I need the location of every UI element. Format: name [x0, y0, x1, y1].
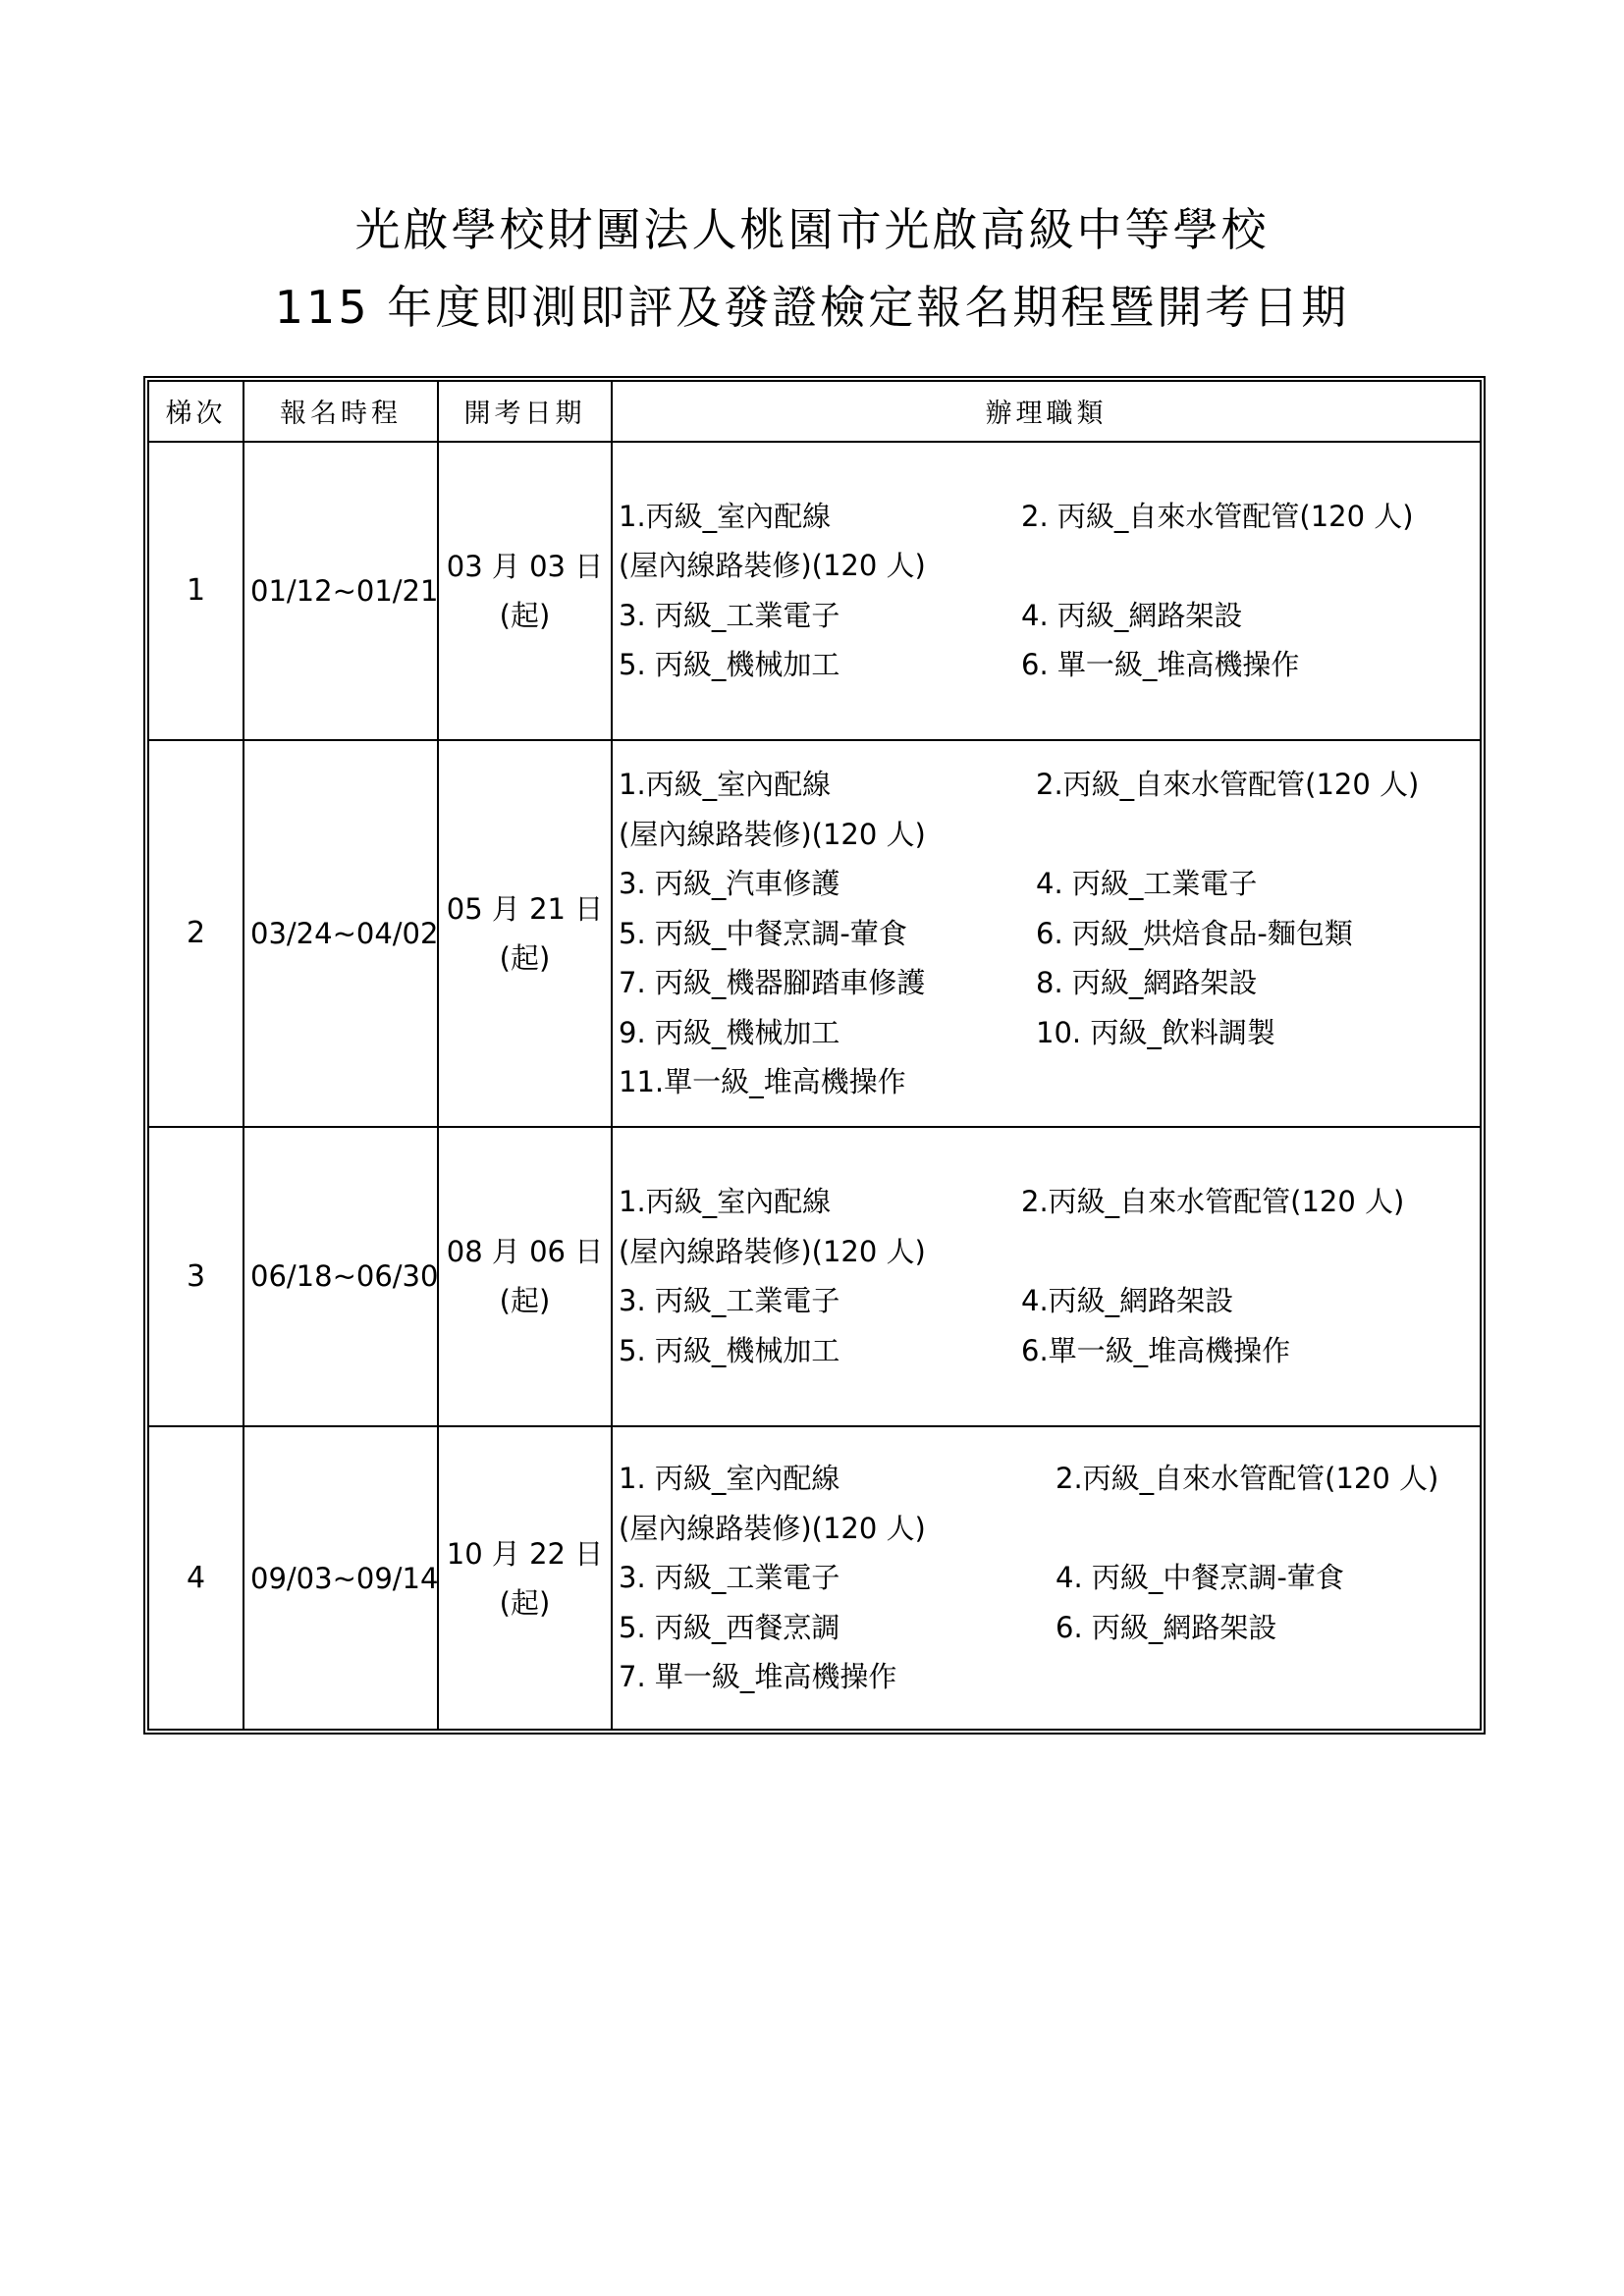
trade-item: 2.丙級_自來水管配管(120 人) [1021, 1185, 1405, 1219]
trades-cell [612, 1426, 1480, 1729]
trade-item: 4.丙級_網路架設 [1021, 1284, 1234, 1318]
trade-item: 4. 丙級_工業電子 [1036, 867, 1258, 901]
exam-date: 05 月 21 日 [446, 891, 604, 926]
trade-item: 1. 丙級_室內配線 [619, 1462, 840, 1496]
schedule-table-frame [143, 376, 1486, 1735]
exam-date-note: (起) [499, 1284, 551, 1318]
document-title: 光啟學校財團法人桃園市光啟高級中等學校 [354, 203, 1270, 256]
trade-item: 9. 丙級_機械加工 [619, 1015, 840, 1049]
exam-date-cell [438, 1426, 612, 1729]
trade-item: 6. 丙級_烘焙食品-麵包類 [1036, 916, 1353, 950]
trade-item: 1.丙級_室內配線 [619, 1185, 832, 1219]
trade-item: 4. 丙級_中餐烹調-葷食 [1056, 1561, 1344, 1595]
trade-item: (屋內線路裝修)(120 人) [619, 817, 926, 851]
trades-list [619, 492, 1480, 690]
table-header-row [149, 382, 1480, 442]
header-batch: 梯次 [149, 382, 244, 442]
trade-item: 1.丙級_室內配線 [619, 768, 832, 802]
exam-date: 03 月 03 日 [446, 549, 604, 583]
trade-item: 2.丙級_自來水管配管(120 人) [1036, 768, 1420, 802]
exam-date: 08 月 06 日 [446, 1235, 604, 1269]
header-exam-date: 開考日期 [438, 382, 612, 442]
document-subtitle: 115 年度即測即評及發證檢定報名期程暨開考日期 [274, 281, 1350, 334]
trade-item: 4. 丙級_網路架設 [1021, 598, 1243, 632]
exam-date-cell [438, 1127, 612, 1427]
trade-item: 11.單一級_堆高機操作 [619, 1065, 906, 1099]
registration-cell: 09/03~09/14 [244, 1426, 438, 1729]
exam-date-note: (起) [499, 940, 551, 975]
trades-list [619, 1454, 1480, 1702]
table-row [149, 740, 1480, 1126]
trade-item: 6. 丙級_網路架設 [1056, 1610, 1277, 1644]
trade-item: (屋內線路裝修)(120 人) [619, 549, 926, 583]
trade-item: 3. 丙級_工業電子 [619, 598, 840, 632]
schedule-table [149, 382, 1480, 1729]
trade-item: 3. 丙級_工業電子 [619, 1561, 840, 1595]
trades-cell [612, 1127, 1480, 1427]
trade-item: 8. 丙級_網路架設 [1036, 966, 1258, 1000]
trade-item: 5. 丙級_西餐烹調 [619, 1610, 840, 1644]
trade-item: 7. 丙級_機器腳踏車修護 [619, 966, 926, 1000]
exam-date: 10 月 22 日 [446, 1536, 604, 1571]
trade-item: 2. 丙級_自來水管配管(120 人) [1021, 499, 1414, 533]
trade-item: 3. 丙級_汽車修護 [619, 867, 840, 901]
header-registration: 報名時程 [244, 382, 438, 442]
trades-list [619, 760, 1480, 1107]
trade-item: 2.丙級_自來水管配管(120 人) [1056, 1462, 1439, 1496]
trades-cell [612, 442, 1480, 741]
table-row [149, 442, 1480, 741]
trade-item: (屋內線路裝修)(120 人) [619, 1511, 926, 1545]
batch-cell: 1 [149, 442, 244, 741]
exam-date-note: (起) [499, 1585, 551, 1620]
registration-cell: 01/12~01/21 [244, 442, 438, 741]
trade-item: 3. 丙級_工業電子 [619, 1284, 840, 1318]
trade-item: 7. 單一級_堆高機操作 [619, 1660, 897, 1694]
trades-list [619, 1177, 1480, 1375]
trade-item: (屋內線路裝修)(120 人) [619, 1234, 926, 1268]
trade-item: 6.單一級_堆高機操作 [1021, 1333, 1291, 1367]
header-trades: 辦理職類 [612, 382, 1480, 442]
table-row [149, 1426, 1480, 1729]
trade-item: 5. 丙級_機械加工 [619, 1333, 840, 1367]
exam-date-note: (起) [499, 598, 551, 632]
batch-cell: 2 [149, 740, 244, 1126]
batch-cell: 4 [149, 1426, 244, 1729]
batch-cell: 3 [149, 1127, 244, 1427]
exam-date-cell [438, 442, 612, 741]
exam-date-cell [438, 740, 612, 1126]
trade-item: 5. 丙級_中餐烹調-葷食 [619, 916, 907, 950]
registration-cell: 03/24~04/02 [244, 740, 438, 1126]
table-row [149, 1127, 1480, 1427]
trades-cell [612, 740, 1480, 1126]
registration-cell: 06/18~06/30 [244, 1127, 438, 1427]
trade-item: 5. 丙級_機械加工 [619, 648, 840, 682]
trade-item: 6. 單一級_堆高機操作 [1021, 648, 1300, 682]
trade-item: 1.丙級_室內配線 [619, 499, 832, 533]
trade-item: 10. 丙級_飲料調製 [1036, 1015, 1275, 1049]
